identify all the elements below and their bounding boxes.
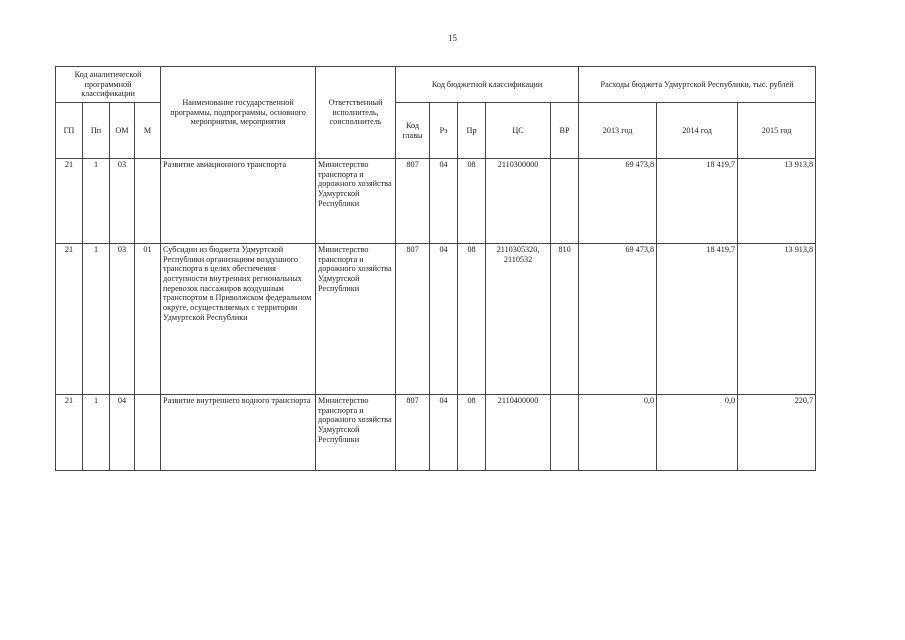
header-kod-glavy: Код главы [396,103,430,159]
cell-gp: 21 [56,244,83,395]
header-expenses: Расходы бюджета Удмуртской Республики, тыс. рублей [579,67,816,103]
cell-executor: Министерство транспорта и дорожного хозяйства Удмуртской Республики [316,244,396,395]
header-gp: ГП [56,103,83,159]
cell-2014: 0,0 [657,395,738,471]
table-row [56,159,816,244]
cell-2014: 18 419,7 [657,244,738,395]
cell-vr: 810 [551,244,579,395]
cell-gp: 21 [56,395,83,471]
cell-cs: 2110305320, 2110532 [486,244,551,395]
cell-2013: 0,0 [579,395,657,471]
header-2013: 2013 год [579,103,657,159]
cell-2015: 13 913,8 [738,159,816,244]
cell-2013: 69 473,8 [579,159,657,244]
cell-pr: 08 [458,159,486,244]
cell-pr: 08 [458,244,486,395]
header-pr: Пр [458,103,486,159]
budget-table [55,66,816,471]
cell-gp: 21 [56,159,83,244]
cell-cs: 2110300000 [486,159,551,244]
cell-pp: 1 [83,395,110,471]
table-row [56,395,816,471]
cell-executor: Министерство транспорта и дорожного хозяйства Удмуртской Республики [316,395,396,471]
cell-om: 03 [110,244,135,395]
cell-rz: 04 [430,159,458,244]
header-cs: ЦС [486,103,551,159]
header-pp: Пп [83,103,110,159]
cell-m: 01 [135,244,161,395]
header-2014: 2014 год [657,103,738,159]
header-m: М [135,103,161,159]
header-2015: 2015 год [738,103,816,159]
cell-name: Развитие авиационного транспорта [161,159,316,244]
header-executor: Ответственный исполнитель, соисполнитель [316,67,396,159]
cell-name: Субсидии из бюджета Удмуртской Республики организациям воздушного транспорта в целях обеспечения доступности внутренних региональных перевозок пассажиров воздушным транспортом в Приволжском федеральном округе, осуществляемых с территории Удмуртской Республики [161,244,316,395]
cell-2014: 18 419,7 [657,159,738,244]
cell-rz: 04 [430,395,458,471]
cell-m [135,395,161,471]
cell-om: 03 [110,159,135,244]
cell-2015: 220,7 [738,395,816,471]
table-row [56,244,816,395]
cell-om: 04 [110,395,135,471]
cell-kod-glavy: 807 [396,244,430,395]
cell-2015: 13 913,8 [738,244,816,395]
cell-m [135,159,161,244]
page-number: 15 [448,33,457,43]
header-budget-code: Код бюджетной классификации [396,67,579,103]
header-rz: Рз [430,103,458,159]
cell-pr: 08 [458,395,486,471]
header-program-name: Наименование государственной программы, подпрограммы, основного мероприятия, мероприятия [161,67,316,159]
cell-name: Развитие внутреннего водного транспорта [161,395,316,471]
header-analytic-code: Код аналитической программной классификации [56,67,161,103]
cell-rz: 04 [430,244,458,395]
cell-vr [551,395,579,471]
cell-cs: 2110400000 [486,395,551,471]
cell-vr [551,159,579,244]
header-vr: ВР [551,103,579,159]
cell-pp: 1 [83,159,110,244]
cell-kod-glavy: 807 [396,159,430,244]
header-om: ОМ [110,103,135,159]
cell-2013: 69 473,8 [579,244,657,395]
cell-executor: Министерство транспорта и дорожного хозяйства Удмуртской Республики [316,159,396,244]
cell-pp: 1 [83,244,110,395]
cell-kod-glavy: 807 [396,395,430,471]
